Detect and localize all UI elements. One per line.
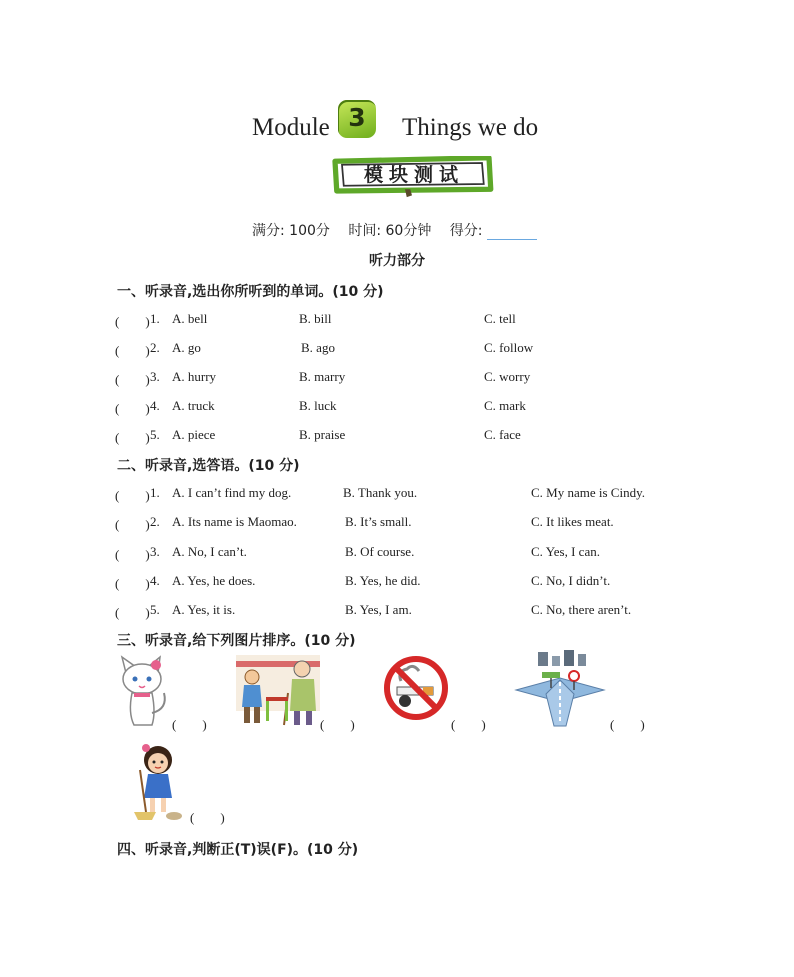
option-b: B. Of course. — [345, 544, 415, 559]
answer-blank[interactable]: ( ) — [190, 810, 225, 825]
option-b: B. ago — [301, 340, 335, 355]
answer-blank[interactable]: ( ) — [115, 488, 150, 503]
question-number: 2. — [150, 514, 160, 529]
answer-blank[interactable]: ( ) — [115, 401, 150, 416]
option-a: A. piece — [172, 427, 216, 442]
answer-blank[interactable]: ( ) — [115, 430, 150, 445]
option-a: A. Yes, it is. — [172, 602, 236, 617]
option-b: B. It’s small. — [345, 514, 412, 529]
question-number: 3. — [150, 544, 160, 559]
answer-blank[interactable]: ( ) — [115, 314, 150, 329]
question-number: 2. — [150, 340, 160, 355]
title-topic: Things we do — [402, 114, 539, 141]
section1-heading: 一、听录音,选出你所听到的单词。(10 分) — [117, 284, 384, 300]
module-number: 3 — [348, 103, 366, 132]
full-marks: 满分: 100分 — [252, 223, 330, 239]
option-c: C. No, there aren’t. — [531, 602, 632, 617]
option-a: A. truck — [172, 398, 215, 413]
module-number-badge — [338, 100, 376, 138]
helping-old-man-icon — [232, 653, 322, 727]
answer-blank[interactable]: ( ) — [115, 517, 150, 532]
section4-heading: 四、听录音,判断正(T)误(F)。(10 分) — [117, 842, 359, 858]
question-number: 5. — [150, 427, 160, 442]
question-number: 1. — [150, 485, 160, 500]
option-b: B. Thank you. — [343, 485, 418, 500]
banner-title: 模块测试 — [363, 164, 464, 186]
girl-sweeping-icon — [128, 740, 188, 822]
page-title — [0, 100, 794, 148]
option-b: B. bill — [299, 311, 332, 326]
option-a: A. go — [172, 340, 201, 355]
question-number: 4. — [150, 398, 160, 413]
answer-blank[interactable]: ( ) — [115, 576, 150, 591]
option-c: C. worry — [484, 369, 531, 384]
crossroads-icon — [508, 650, 612, 728]
option-c: C. It likes meat. — [531, 514, 614, 529]
option-a: A. No, I can’t. — [172, 544, 247, 559]
question-number: 5. — [150, 602, 160, 617]
option-b: B. luck — [299, 398, 337, 413]
answer-blank[interactable]: ( ) — [115, 547, 150, 562]
option-c: C. mark — [484, 398, 526, 413]
option-b: B. Yes, I am. — [345, 602, 412, 617]
answer-blank[interactable]: ( ) — [610, 717, 645, 732]
section2-heading: 二、听录音,选答语。(10 分) — [117, 458, 300, 474]
answer-blank[interactable]: ( ) — [451, 717, 486, 732]
option-a: A. Yes, he does. — [172, 573, 256, 588]
question-number: 4. — [150, 573, 160, 588]
answer-blank[interactable]: ( ) — [115, 343, 150, 358]
option-b: B. praise — [299, 427, 346, 442]
option-a: A. Its name is Maomao. — [172, 514, 297, 529]
option-b: B. Yes, he did. — [345, 573, 421, 588]
answer-blank[interactable]: ( ) — [115, 605, 150, 620]
score-label: 得分: — [449, 223, 483, 239]
section3-heading: 三、听录音,给下列图片排序。(10 分) — [117, 633, 356, 649]
listening-part-label: 听力部分 — [369, 253, 425, 269]
option-a: A. I can’t find my dog. — [172, 485, 292, 500]
option-a: A. bell — [172, 311, 208, 326]
answer-blank[interactable]: ( ) — [320, 717, 355, 732]
title-module: Module — [252, 114, 330, 141]
no-smoking-icon — [383, 655, 449, 721]
option-c: C. face — [484, 427, 521, 442]
option-c: C. Yes, I can. — [531, 544, 600, 559]
question-number: 1. — [150, 311, 160, 326]
option-c: C. No, I didn’t. — [531, 573, 611, 588]
cat-icon — [112, 653, 172, 729]
exam-info — [252, 220, 551, 240]
option-a: A. hurry — [172, 369, 217, 384]
answer-blank[interactable]: ( ) — [115, 372, 150, 387]
option-c: C. tell — [484, 311, 516, 326]
question-number: 3. — [150, 369, 160, 384]
option-c: C. My name is Cindy. — [531, 485, 645, 500]
option-b: B. marry — [299, 369, 346, 384]
option-c: C. follow — [484, 340, 534, 355]
score-field[interactable] — [487, 227, 537, 240]
time-limit: 时间: 60分钟 — [348, 223, 432, 239]
answer-blank[interactable]: ( ) — [172, 717, 207, 732]
